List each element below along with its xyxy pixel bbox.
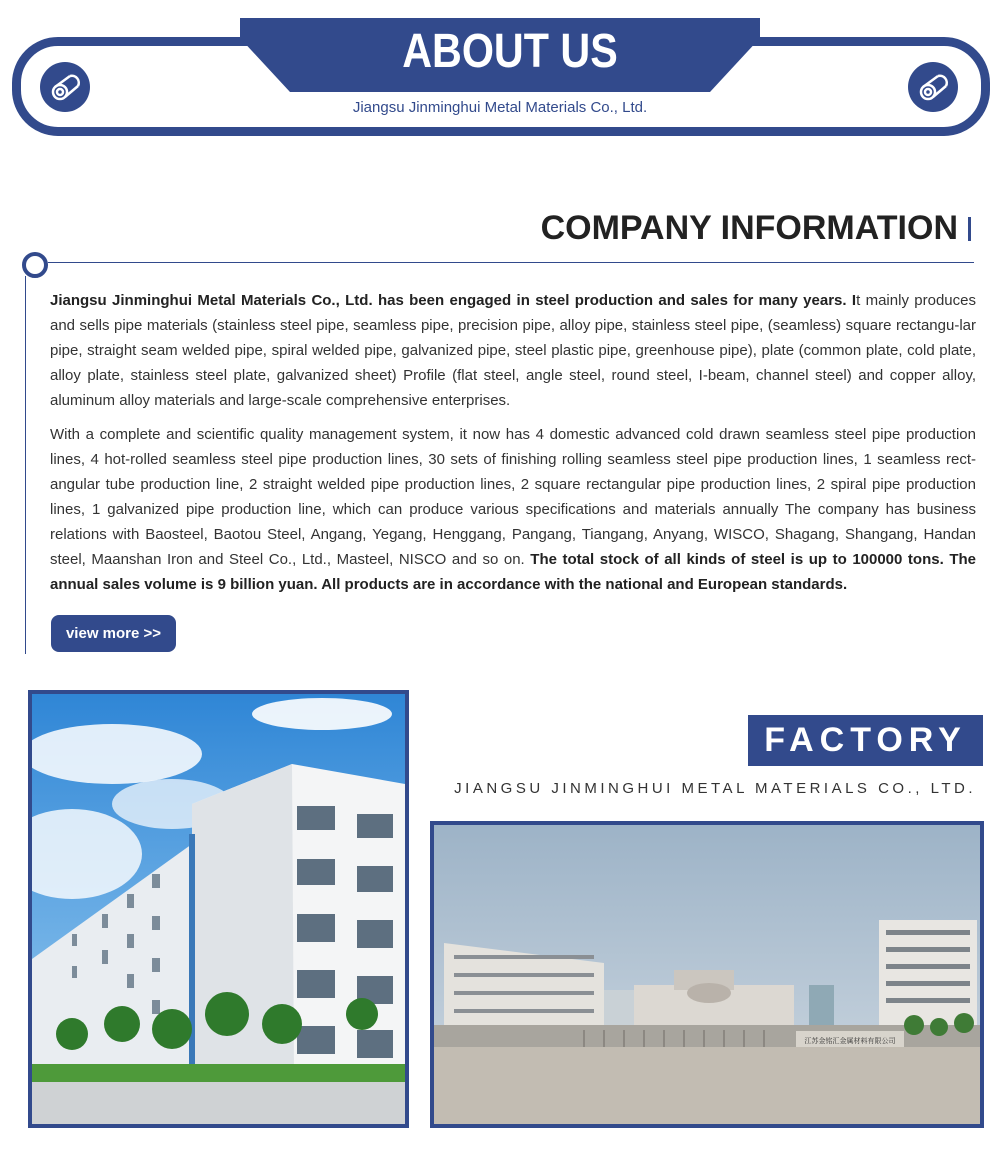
gate-sign-text: 江苏金铭汇金属材料有限公司 [804, 1037, 896, 1045]
company-name-subtitle: Jiangsu Jinminghui Metal Materials Co., Ltd. [352, 99, 648, 116]
factory-company-subtitle: JIANGSU JINMINGHUI METAL MATERIALS CO., LTD. [454, 780, 976, 797]
steel-pipe-icon [908, 62, 958, 112]
factory-gate-photo [430, 821, 984, 1128]
description-bold-summary: The total stock of all kinds of steel is up to 100000 tons. The annual sales volume is 9 billion yuan. All products are in accordance with the national and European standards. [50, 551, 976, 593]
steel-pipe-icon [40, 62, 90, 112]
description-text: t mainly produces and sells pipe materials (stainless steel pipe, seamless pipe, precision pipe, alloy pipe, stainless steel pipe, (seamless) square rectangu-lar pipe, straight seam welded pipe, spiral welded pipe, galvanized pipe, steel plastic pipe, greenhouse pipe), plate (common plate, cold plate, alloy plate, stainless steel plate, galvanized sheet) Profile (flat steel, angle steel, round steel, I-beam, channel steel) and copper alloy, aluminum alloy materials and large-scale comprehensive enterprises. [50, 292, 976, 409]
company-description [50, 288, 976, 606]
description-paragraph-1 [50, 288, 976, 413]
view-more-button[interactable]: view more >> [51, 615, 176, 652]
factory-building-photo [28, 690, 409, 1128]
section-divider [48, 262, 974, 263]
section-side-line [25, 276, 26, 654]
description-bold-lead: Jiangsu Jinminghui Metal Materials Co., Ltd. has been engaged in steel production and sales for many years. I [50, 292, 857, 309]
description-text: With a complete and scientific quality management system, it now has 4 domestic advanced cold drawn seamless steel pipe production lines, 4 hot-rolled seamless steel pipe production lines, 30 sets of finishing rolling seamless steel pipe production lines, 1 seamless rect-angular tube production line, 2 straight welded pipe production lines, 2 square rectangular pipe production lines, 2 spiral pipe production lines, 1 galvanized pipe production line, which can produce various specifications and materials annually The company has business relations with Baosteel, Baotou Steel, Angang, Yegang, Henggang, Pangang, Tiangang, Anyang, WISCO, Shagang, Shangang, Handan steel, Maanshan Iron and Steel Co., Ltd., Masteel, NISCO and so on. [50, 426, 976, 568]
factory-label: FACTORY [748, 715, 983, 766]
page-title: ABOUT US [402, 25, 618, 78]
description-paragraph-2 [50, 422, 976, 597]
title-accent-bar [968, 217, 971, 241]
section-title-company-information: COMPANY INFORMATION [540, 209, 958, 247]
section-marker-circle [22, 252, 48, 278]
